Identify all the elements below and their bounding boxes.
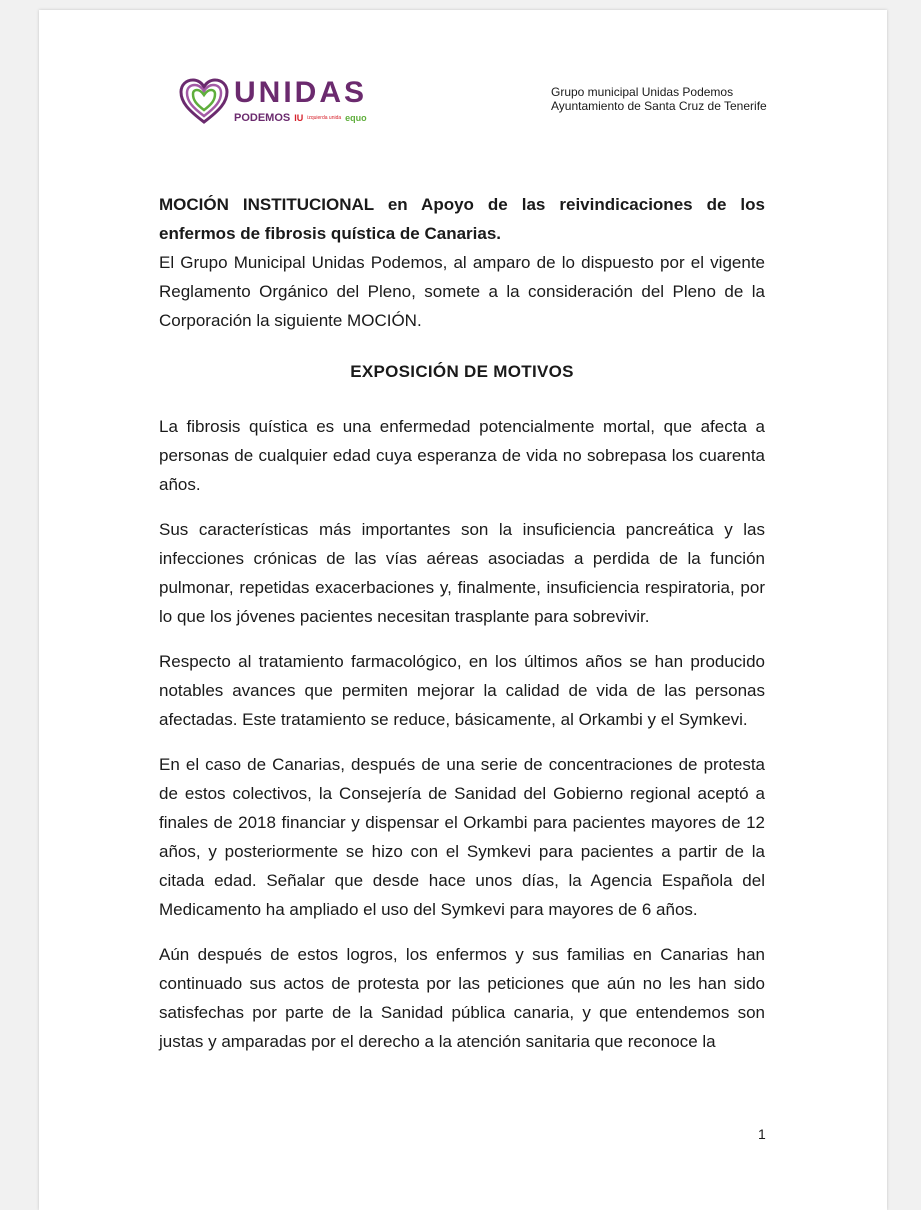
council-name: Ayuntamiento de Santa Cruz de Tenerife [551, 99, 767, 113]
logo-iu-text: IU [294, 113, 304, 123]
document-page [39, 10, 887, 1210]
group-header [551, 85, 767, 113]
logo-podemos-text: PODEMOS [234, 112, 291, 124]
unidas-podemos-logo [178, 76, 368, 136]
body-paragraph: Sus características más importantes son la insuficiencia pancreática y las infecciones crónicas de las vías aéreas asociadas a perdida de la función pulmonar, repetidas exacerbaciones y, finalmente, insuficiencia respiratoria, por lo que los jóvenes pacientes necesitan trasplante para sobrevivir. [159, 520, 765, 626]
logo-wordmark: UNIDAS [234, 76, 368, 109]
document-body [159, 190, 765, 1072]
body-paragraph: Aún después de estos logros, los enfermos y sus familias en Canarias han continuado sus actos de protesta por las peticiones que aún no les han sido satisfechas por parte de la Sanidad pública canaria, y que entendemos son justas y amparadas por el derecho a la atención sanitaria que reconoce la [159, 945, 765, 1051]
logo-subline [234, 112, 367, 124]
page-number: 1 [758, 1126, 766, 1142]
group-name: Grupo municipal Unidas Podemos [551, 85, 734, 99]
body-paragraph: La fibrosis quística es una enfermedad potencialmente mortal, que afecta a personas de cualquier edad cuya esperanza de vida no sobrepasa los cuarenta años. [159, 417, 765, 494]
logo-iu-small-text: izquierda unida [307, 115, 342, 121]
body-paragraph: Respecto al tratamiento farmacológico, en los últimos años se han producido notables avances que permiten mejorar la calidad de vida de las personas afectadas. Este tratamiento se reduce, básicamente, al Orkambi y el Symkevi. [159, 652, 765, 729]
logo-equo-text: equo [345, 113, 367, 123]
heart-logo-icon [178, 76, 230, 128]
section-heading: EXPOSICIÓN DE MOTIVOS [350, 362, 574, 381]
motion-title-rest: en Apoyo de las reivindicaciones de los enfermos de fibrosis quística de Canarias. [159, 195, 765, 243]
intro-paragraph: El Grupo Municipal Unidas Podemos, al amparo de lo dispuesto por el vigente Reglamento Orgánico del Pleno, somete a la consideración del Pleno de la Corporación la siguiente MOCIÓN. [159, 253, 765, 330]
motion-title [159, 190, 765, 248]
body-paragraph: En el caso de Canarias, después de una serie de concentraciones de protesta de estos colectivos, la Consejería de Sanidad del Gobierno regional aceptó a finales de 2018 financiar y dispensar el Orkambi para pacientes mayores de 12 años, y posteriormente se hizo con el Symkevi para pacientes a partir de la citada edad. Señalar que desde hace unos días, la Agencia Española del Medicamento ha ampliado el uso del Symkevi para mayores de 6 años. [159, 755, 765, 919]
motion-title-bold: MOCIÓN INSTITUCIONAL [159, 195, 374, 214]
